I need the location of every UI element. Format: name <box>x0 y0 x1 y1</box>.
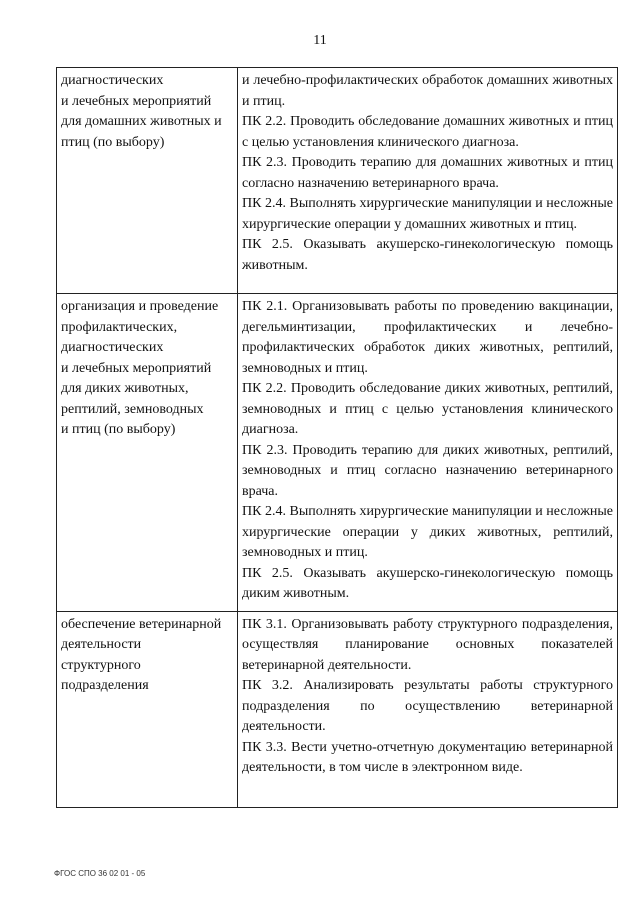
activity-cell <box>57 68 238 294</box>
table-row <box>57 294 618 612</box>
competency-item: ПК 2.5. Оказывать акушерско-гинекологическую помощь животным. <box>242 237 613 273</box>
activity-text: обеспечение ветеринарной деятельности структурного подразделения <box>61 616 222 693</box>
activity-cell <box>57 611 238 807</box>
competency-item: ПК 2.2. Проводить обследование диких животных, рептилий, земноводных и птиц с целью установления клинического диагноза. <box>242 381 613 437</box>
competency-item: ПК 2.1. Организовывать работы по проведению вакцинации, дегельминтизации, профилактических и лечебно-профилактических обработок диких животных, рептилий, земноводных и птиц. <box>242 299 613 376</box>
competency-item: ПК 2.3. Проводить терапию для диких животных, рептилий, земноводных и птиц согласно назначению ветеринарного врача. <box>242 442 613 499</box>
competency-item: ПК 3.3. Вести учетно-отчетную документацию ветеринарной деятельности, в том числе в электронном виде. <box>242 739 613 775</box>
activity-text: организация и проведение профилактических, диагностических и лечебных мероприятий для диких животных, рептилий, земноводных и птиц (по выбору) <box>61 299 219 437</box>
activity-text: диагностических и лечебных мероприятий для домашних животных и птиц (по выбору) <box>61 73 222 150</box>
table-row <box>57 68 618 294</box>
competency-item: ПК 2.4. Выполнять хирургические манипуляции и несложные хирургические операции у домашних животных и птиц. <box>242 196 613 232</box>
activity-cell <box>57 294 238 612</box>
competency-item: ПК 2.3. Проводить терапию для домашних животных и птиц согласно назначению ветеринарного врача. <box>242 155 613 191</box>
competency-item: ПК 3.1. Организовывать работу структурного подразделения, осуществляя планирование основных показателей ветеринарной деятельности. <box>242 616 613 673</box>
competency-item: ПК 2.5. Оказывать акушерско-гинекологическую помощь диким животным. <box>242 565 613 601</box>
competency-item: и лечебно-профилактических обработок домашних животных и птиц. <box>242 73 613 109</box>
competencies-cell <box>238 294 618 612</box>
footer-code: ФГОС СПО 36 02 01 - 05 <box>54 869 146 878</box>
page-number: 11 <box>313 33 327 48</box>
competencies-cell <box>238 68 618 294</box>
competency-item: ПК 2.4. Выполнять хирургические манипуляции и несложные хирургические операции у диких животных, рептилий, земноводных и птиц. <box>242 504 613 560</box>
table-row <box>57 611 618 807</box>
competency-item: ПК 3.2. Анализировать результаты работы структурного подразделения по осуществлению ветеринарной деятельности. <box>242 678 613 734</box>
competencies-cell <box>238 611 618 807</box>
competencies-table <box>56 67 618 808</box>
competency-item: ПК 2.2. Проводить обследование домашних животных и птиц с целью установления клинического диагноза. <box>242 114 613 150</box>
